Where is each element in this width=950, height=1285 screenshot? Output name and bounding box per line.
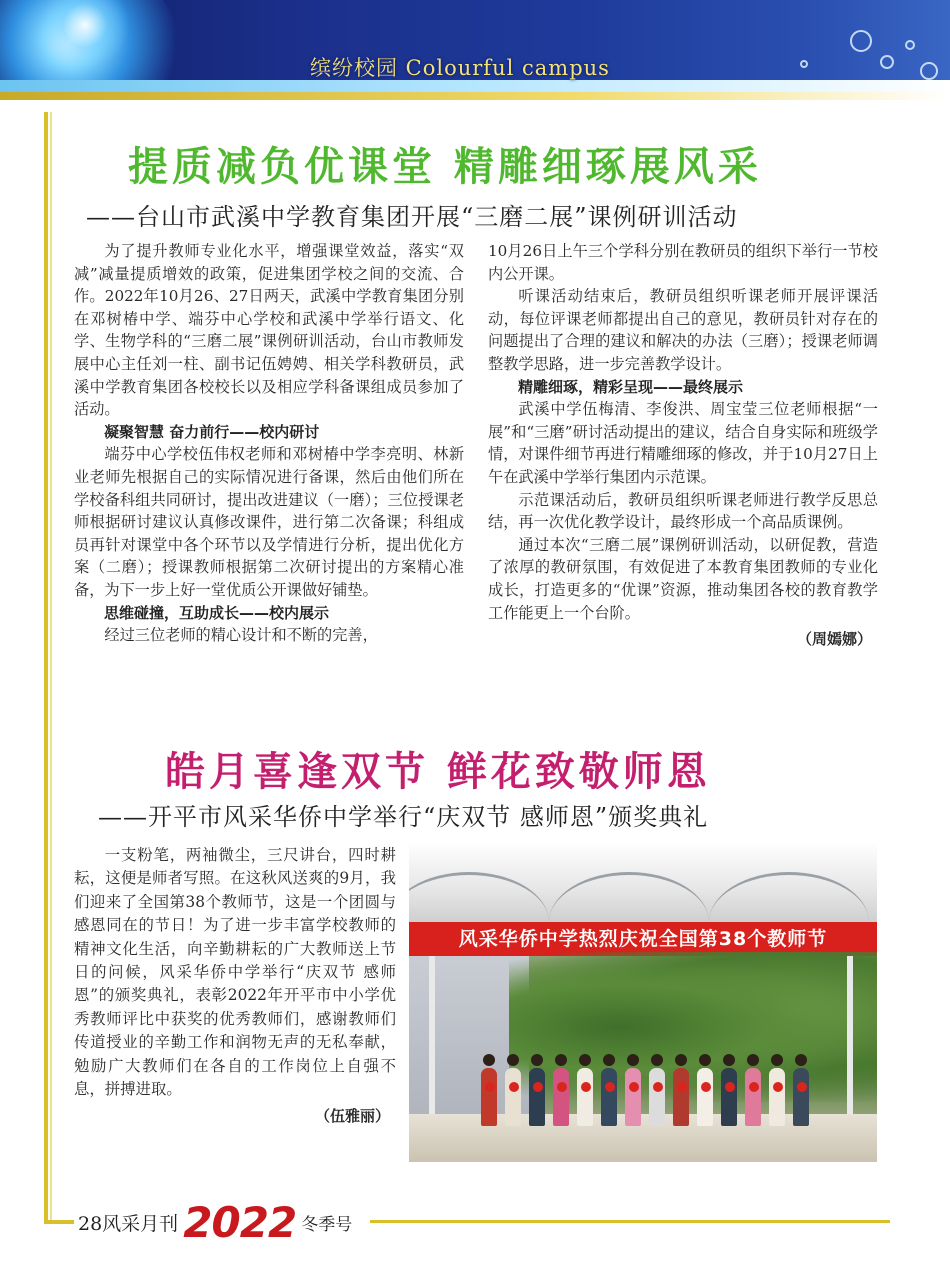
article1-column-left <box>74 240 464 647</box>
photo-person-head <box>531 1054 543 1066</box>
article2-subtitle: ——开平市风采华侨中学举行“庆双节 感师恩”颁奖典礼 <box>98 803 709 831</box>
bubble-icon <box>920 62 938 80</box>
article2-title: 皓月喜逢双节 鲜花致敬师恩 <box>165 749 711 795</box>
article1-section-heading: 精雕细琢，精彩呈现——最终展示 <box>518 377 744 396</box>
page-number: 28风采月刊 <box>78 1213 179 1235</box>
bouquet-icon <box>533 1082 543 1092</box>
photo-person <box>745 1068 761 1126</box>
article1-title: 提质减负优课堂 精雕细琢展风采 <box>128 144 762 190</box>
article1-paragraph: 10月26日上午三个学科分别在教研员的组织下举行一节校内公开课。 <box>488 242 878 283</box>
bouquet-icon <box>653 1082 663 1092</box>
photo-pole <box>847 956 853 1136</box>
ceremony-photo <box>409 842 877 1162</box>
photo-person-head <box>795 1054 807 1066</box>
article1-section-heading: 思维碰撞，互助成长——校内展示 <box>104 603 330 622</box>
photo-person-head <box>723 1054 735 1066</box>
footer-year: 2022 <box>183 1198 297 1247</box>
photo-person <box>481 1068 497 1126</box>
bouquet-icon <box>701 1082 711 1092</box>
article1-paragraph: 听课活动结束后，教研员组织听课老师开展评课活动，每位评课老师都提出自己的意见，教研员针对存在的问题提出了合理的建议和解决的办法（三磨）；授课老师调整教学思路，进一步完善教学设计。 <box>488 287 878 373</box>
article1-column-right <box>488 240 878 651</box>
article1-paragraph: 为了提升教师专业化水平，增强课堂效益，落实“双减”减量提质增效的政策，促进集团学校之间的交流、合作。2022年10月26、27日两天，武溪中学教育集团分别在邓树椿中学、端芬中心学校和武溪中学举行语文、化学、生物学科的“三磨二展”课例研训活动，台山市教师发展中心主任刘一柱、副书记伍娉娉、相关学科教研员，武溪中学教育集团各校校长以及相应学科备课组成员参加了活动。 <box>74 242 464 419</box>
article1-paragraph: 示范课活动后，教研员组织听课老师进行教学反思总结，再一次优化教学设计，最终形成一个高品质课例。 <box>488 490 878 532</box>
bouquet-icon <box>581 1082 591 1092</box>
left-gold-rule <box>44 112 48 1222</box>
photo-person <box>625 1068 641 1126</box>
photo-person-head <box>627 1054 639 1066</box>
bouquet-icon <box>485 1082 495 1092</box>
article1-paragraph: 经过三位老师的精心设计和不断的完善， <box>104 626 378 645</box>
photo-person-head <box>579 1054 591 1066</box>
article2-paragraph: 一支粉笔，两袖微尘，三尺讲台，四时耕耘，这便是师者写照。在这秋风送爽的9月，我们迎来了全国第38个教师节，这是一个团圆与感恩同在的节日！为了进一步丰富学校教师的精神文化生活，向辛勤耕耘的广大教师送上节日的问候，风采华侨中学举行“庆双节 感师恩”的颁奖典礼，表彰2022年开平市中小学优秀教师评比中获奖的优秀教师们，感谢教师们传道授业的辛勤工作和润物无声的无私奉献，勉励广大教师们在各自的工作岗位上自强不息，拼搏进取。 <box>74 846 396 1099</box>
photo-person-head <box>507 1054 519 1066</box>
photo-person <box>505 1068 521 1126</box>
photo-pole <box>429 956 435 1136</box>
photo-person-head <box>747 1054 759 1066</box>
photo-person <box>793 1068 809 1126</box>
bouquet-icon <box>797 1082 807 1092</box>
bottom-gold-rule-left <box>44 1220 74 1224</box>
bouquet-icon <box>773 1082 783 1092</box>
header-banner <box>0 0 950 100</box>
photo-person-head <box>771 1054 783 1066</box>
bouquet-icon <box>749 1082 759 1092</box>
bubble-icon <box>800 60 808 68</box>
photo-person <box>673 1068 689 1126</box>
article2-author: （伍雅丽） <box>314 1107 390 1126</box>
article1-paragraph: 通过本次“三磨二展”课例研训活动，以研促教，营造了浓厚的教研氛围，有效促进了本教育集团教师的专业化成长，打造更多的“优课”资源，推动集团各校的教育教学工作能更上一个台阶。 <box>488 535 878 622</box>
photo-person-head <box>555 1054 567 1066</box>
photo-person <box>529 1068 545 1126</box>
bubble-icon <box>880 55 894 69</box>
left-gold-rule-inner <box>50 112 52 1222</box>
photo-red-banner: 风采华侨中学热烈庆祝全国第38个教师节 <box>409 922 877 956</box>
banner-gold-stripe <box>0 92 950 100</box>
photo-person <box>769 1068 785 1126</box>
photo-person-head <box>699 1054 711 1066</box>
photo-person <box>649 1068 665 1126</box>
page-footer <box>78 1198 352 1247</box>
photo-person-head <box>483 1054 495 1066</box>
footer-season: 冬季号 <box>301 1215 353 1235</box>
section-label: 缤纷校园 Colourful campus <box>310 56 610 80</box>
article1-author: （周嫣娜） <box>796 630 872 649</box>
bubble-icon <box>905 40 915 50</box>
article1-section-heading: 凝聚智慧 奋力前行——校内研讨 <box>104 422 320 441</box>
photo-person-head <box>651 1054 663 1066</box>
photo-person <box>553 1068 569 1126</box>
photo-person <box>601 1068 617 1126</box>
article1-subtitle: ——台山市武溪中学教育集团开展“三磨二展”课例研训活动 <box>86 203 738 231</box>
bouquet-icon <box>629 1082 639 1092</box>
photo-person <box>697 1068 713 1126</box>
article1-paragraph: 端芬中心学校伍伟权老师和邓树椿中学李亮明、林新业老师先根据自己的实际情况进行备课，然后由他们所在学校备科组共同研讨，提出改进建议（一磨）；三位授课老师根据研讨建议认真修改课件，进行第二次备课；科组成员再针对课堂中各个环节以及学情进行分析，提出优化方案（二磨）；授课教师根据第二次研讨提出的方案精心准备，为下一步上好一堂优质公开课做好铺垫。 <box>74 445 464 599</box>
article1-paragraph: 武溪中学伍梅清、李俊洪、周宝莹三位老师根据“一展”和“三磨”研讨活动提出的建议，结合自身实际和班级学情，对课件细节再进行精雕细琢的修改，并于10月27日上午在武溪中学举行集团内示范课。 <box>488 400 878 486</box>
photo-person <box>577 1068 593 1126</box>
bubble-icon <box>850 30 872 52</box>
bouquet-icon <box>509 1082 519 1092</box>
photo-person <box>721 1068 737 1126</box>
bouquet-icon <box>557 1082 567 1092</box>
article2-body-column <box>74 844 396 1129</box>
photo-person-head <box>603 1054 615 1066</box>
bouquet-icon <box>677 1082 687 1092</box>
photo-person-head <box>675 1054 687 1066</box>
bouquet-icon <box>725 1082 735 1092</box>
bouquet-icon <box>605 1082 615 1092</box>
bottom-gold-rule-right <box>370 1220 890 1223</box>
